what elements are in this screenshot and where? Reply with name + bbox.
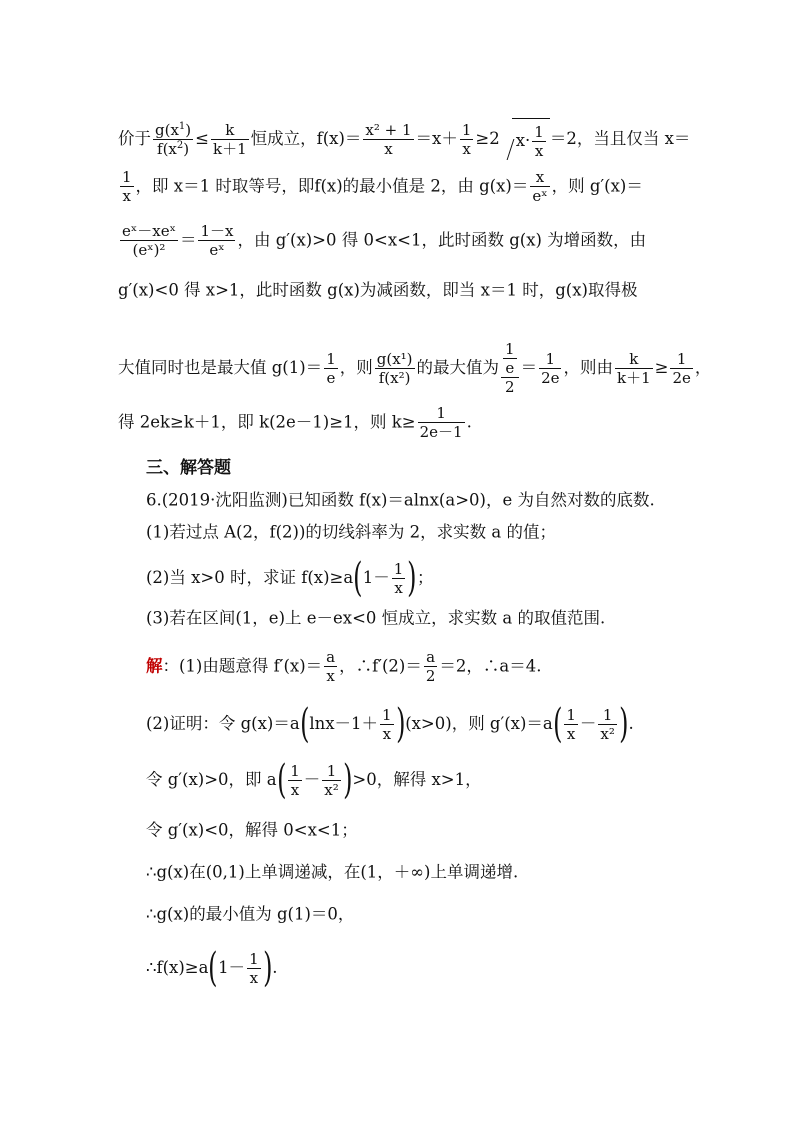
text: >0，解得 x>1，: [352, 769, 482, 789]
fraction: $\frac{x}{\text{eˣ}}$: [532, 168, 548, 205]
text-line-4: [118, 282, 676, 299]
text: ≥: [654, 357, 669, 377]
text: ∴g(x)在(0,1)上单调递减，在(1，＋∞)上单调递增.: [146, 862, 519, 882]
fraction: $\frac{\text{x² + 1}}{x}$: [365, 120, 412, 158]
text-line-3: [118, 222, 676, 259]
fraction: $\frac{1}{x}$: [249, 949, 259, 987]
fraction: $\frac{1}{\text{x²}}$: [600, 705, 615, 743]
text: －: [579, 713, 597, 733]
fraction: $\frac{a}{x}$: [326, 648, 336, 685]
text-line-9: [146, 524, 676, 541]
text: lnx－1＋: [309, 713, 379, 733]
text: ，则 g′(x)＝: [551, 176, 643, 196]
nested-fraction: $\frac{\frac{1}{e}}{2}$: [501, 340, 519, 396]
fraction: $\frac{g(x^1)}{f(x^2)}$: [155, 120, 192, 158]
text: .: [628, 713, 634, 733]
text: 得 2ek≥k＋1，即 k(2e－1)≥1，则 k≥: [118, 412, 416, 432]
fraction: $\frac{k}{k+1}$: [616, 349, 651, 387]
text: .: [466, 412, 472, 432]
text: (2)证明：令 g(x)＝a: [146, 713, 300, 733]
fraction: $\frac{1}{x}$: [122, 168, 132, 205]
text-line-17: [146, 906, 676, 923]
fraction: $\frac{1}{x}$: [461, 120, 472, 158]
fraction: $\frac{1-x}{\text{eˣ}}$: [200, 222, 234, 259]
fraction: $\frac{k}{k+1}$: [212, 120, 247, 158]
right-paren: ): [407, 555, 417, 601]
fraction: $\frac{a}{2}$: [425, 648, 436, 685]
text: ：(1)由题意得 f′(x)＝: [162, 656, 323, 676]
text-line-14: 令 g′(x)>0，即 a( $\frac{1}{x}$ － $\frac{1}{\text{x²}}$ )>0，解得 x>1，: [146, 757, 482, 803]
text: ∴g(x)的最小值为 g(1)＝0，: [146, 904, 355, 924]
text-line-15: [146, 822, 676, 839]
text: ，: [694, 357, 712, 377]
text: 6.(2019·沈阳监测)已知函数 f(x)＝alnx(a>0)，e 为自然对数的底数.: [146, 490, 655, 510]
text-line-10: [146, 555, 676, 601]
text: ≤: [195, 128, 209, 148]
section-heading: 三、解答题: [146, 458, 231, 478]
text: －: [303, 769, 321, 789]
text: 令 g′(x)>0，即 a: [146, 769, 277, 789]
text: .: [272, 957, 278, 977]
text: (2)当 x>0 时，求证 f(x)≥a: [146, 567, 354, 587]
text: 令 g′(x)<0，解得 0<x<1；: [146, 820, 358, 840]
text-line-11: [146, 610, 676, 627]
text: ＝2，当且仅当 x＝: [549, 128, 691, 148]
text: 恒成立，: [250, 128, 317, 148]
text-line-5: [118, 340, 712, 396]
square-root: x· $\frac{1}{x}$: [500, 118, 550, 160]
text: ∴f(x)≥a: [146, 957, 209, 977]
text: ，则: [339, 357, 373, 377]
text: ，由 g′(x)>0 得 0<x<1，此时函数 g(x) 为增函数，由: [237, 230, 647, 250]
text: 1－: [218, 957, 246, 977]
text: ＝: [179, 230, 197, 250]
fraction: $\frac{1}{x}$: [290, 761, 300, 799]
fraction: $\frac{1}{2e}$: [672, 349, 691, 387]
fraction: $\frac{1}{x}$: [382, 705, 392, 743]
fraction: $\frac{1}{x}$: [566, 705, 576, 743]
text: ＝x＋: [415, 128, 458, 148]
text: ≥2: [475, 128, 500, 148]
text-line-13: (2)证明：令 g(x)＝a(lnx－1＋ $\frac{1}{x}$ )(x>0)，则 g′(x)＝a( $\frac{1}{x}$ － $\frac{1}{\text{x²}}$ ).: [146, 701, 634, 747]
text: f(x)＝: [316, 128, 362, 148]
text: (x>0)，则 g′(x)＝a: [405, 713, 553, 733]
text: ，即 x＝1 时取等号，即f(x)的最小值是 2，由 g(x)＝: [135, 176, 529, 196]
text: 价于: [118, 128, 151, 148]
text-line-12: [146, 648, 676, 685]
left-paren: (: [353, 555, 363, 601]
text-line-18: ∴f(x)≥a(1－ $\frac{1}{x}$ ).: [146, 945, 278, 991]
fraction: $\frac{1}{2e-1}$: [419, 404, 463, 441]
text-line-1: [118, 118, 691, 160]
text: (3)若在区间(1，e)上 e－ex<0 恒成立，求实数 a 的取值范围.: [146, 608, 606, 628]
text-line-6: [118, 404, 676, 441]
fraction: $\frac{\text{eˣ－xeˣ}}{\text{(eˣ)²}}$: [122, 222, 176, 259]
fraction: $\frac{1}{e}$: [326, 349, 336, 387]
fraction: $\frac{\text{g(x¹)}}{\text{f(x²)}}$: [376, 349, 413, 387]
text: ＝2，∴a＝4.: [439, 656, 542, 676]
text-line-8: [146, 492, 676, 509]
fraction: $\frac{1}{2e}$: [541, 349, 560, 387]
fraction: $\frac{1}{x}$: [393, 559, 404, 597]
text: 1－: [362, 567, 390, 587]
text-line-2: [118, 168, 676, 205]
text: g′(x)<0 得 x>1，此时函数 g(x)为减函数，即当 x＝1 时，g(x)取得极: [118, 280, 638, 300]
text-line-16: [146, 864, 676, 881]
text: 的最大值为: [416, 357, 500, 377]
text: 大值同时也是最大值 g(1)＝: [118, 357, 323, 377]
text: (1)若过点 A(2，f(2))的切线斜率为 2，求实数 a 的值；: [146, 522, 556, 542]
solution-label: 解: [146, 656, 163, 676]
text: ，则由: [563, 357, 613, 377]
text: ，∴f′(2)＝: [339, 656, 422, 676]
fraction: $\frac{1}{\text{x²}}$: [324, 761, 339, 799]
text: ；: [416, 567, 434, 587]
text: ＝: [520, 357, 538, 377]
